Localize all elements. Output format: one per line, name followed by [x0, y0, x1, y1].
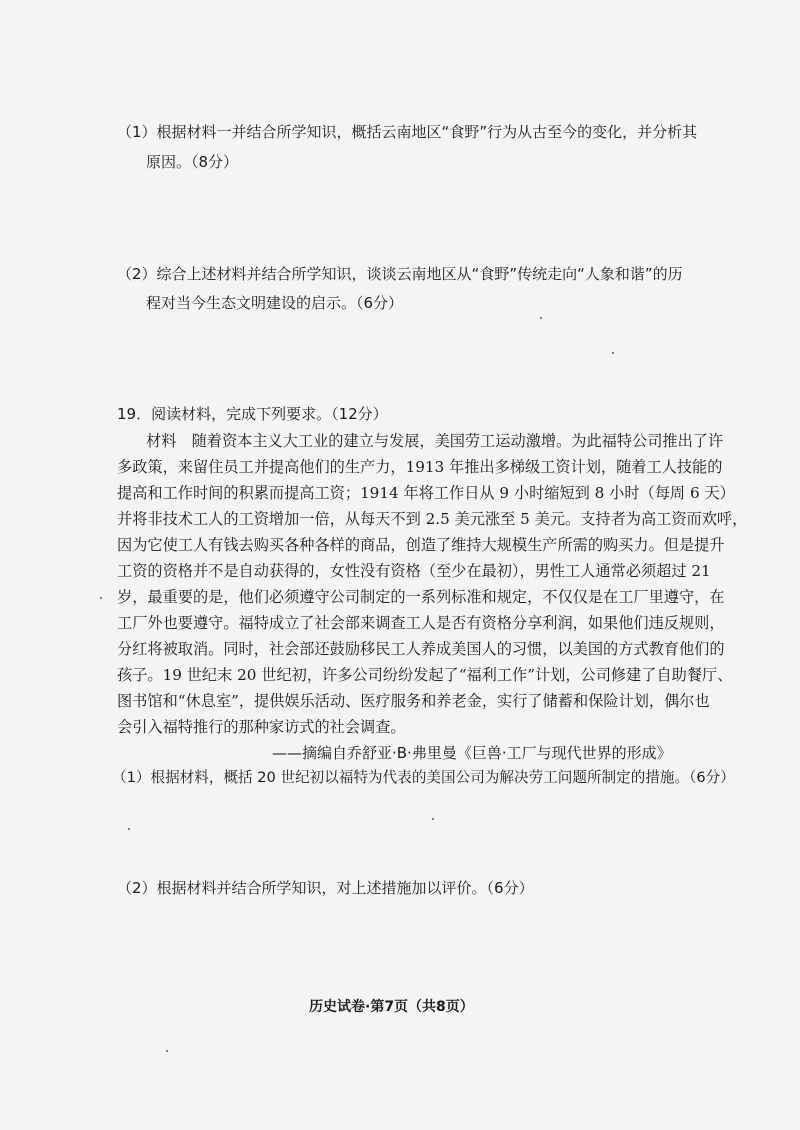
scan-speck — [166, 1050, 168, 1052]
question-19-heading: 19．阅读材料，完成下列要求。（12分） — [117, 405, 388, 423]
material-line: 工资的资格并不是自动获得的，女性没有资格（至少在最初），男性工人通常必须超过 21 — [117, 562, 711, 580]
material-line: 会引入福特推行的那种家访式的社会调查。 — [117, 718, 406, 736]
question-2-line-1: （2）综合上述材料并结合所学知识，谈谈云南地区从“食野”传统走向“人象和谐”的历 — [117, 265, 683, 283]
question-2-line-2: 程对当今生态文明建设的启示。（6分） — [146, 294, 404, 312]
material-line: 因为它使工人有钱去购买各种各样的商品，创造了维持大规模生产所需的购买力。但是提升 — [117, 536, 725, 554]
question-19-sub-2: （2）根据材料并结合所学知识，对上述措施加以评价。（6分） — [117, 879, 534, 897]
material-line: 提高和工作时间的积累而提高工资；1914 年将工作日从 9 小时缩短到 8 小时（每周 6 天） — [117, 484, 735, 502]
question-1-line-1: （1）根据材料一并结合所学知识，概括云南地区“食野”行为从古至今的变化，并分析其 — [117, 123, 698, 141]
material-line: 工厂外也要遵守。福特成立了社会部来调查工人是否有资格分享利润，如果他们违反规则， — [117, 614, 725, 632]
question-19-sub-1: （1）根据材料，概括 20 世纪初以福特为代表的美国公司为解决劳工问题所制定的措施。（6分） — [112, 769, 735, 786]
scan-speck — [100, 597, 102, 599]
scan-speck — [128, 828, 130, 830]
material-source: ——摘编自乔舒亚·B·弗里曼《巨兽·工厂与现代世界的形成》 — [272, 744, 672, 762]
material-line: 岁，最重要的是，他们必须遵守公司制定的一系列标准和规定，不仅仅是在工厂里遵守，在 — [117, 588, 725, 606]
material-line: 图书馆和“休息室”，提供娱乐活动、医疗服务和养老金，实行了储蓄和保险计划，偶尔也 — [117, 692, 710, 710]
scan-speck — [540, 317, 542, 319]
question-1-line-2: 原因。（8分） — [146, 153, 239, 171]
page-footer: 历史试卷·第7页（共8页） — [309, 999, 474, 1015]
material-line: 分红将被取消。同时，社会部还鼓励移民工人养成美国人的习惯，以美国的方式教育他们的 — [117, 640, 725, 658]
scan-speck — [432, 818, 434, 820]
material-line: 并将非技术工人的工资增加一倍，从每天不到 2.5 美元涨至 5 美元。支持者为高工资而欢呼， — [117, 510, 748, 528]
material-line: 材料 随着资本主义大工业的建立与发展，美国劳工运动激增。为此福特公司推出了许 — [146, 432, 724, 450]
material-line: 多政策，来留住员工并提高他们的生产力，1913 年推出多梯级工资计划，随着工人技能的 — [117, 458, 723, 476]
scan-speck — [612, 352, 614, 354]
material-line: 孩子。19 世纪末 20 世纪初，许多公司纷纷发起了“福利工作”计划，公司修建了自助餐厅、 — [117, 666, 733, 684]
